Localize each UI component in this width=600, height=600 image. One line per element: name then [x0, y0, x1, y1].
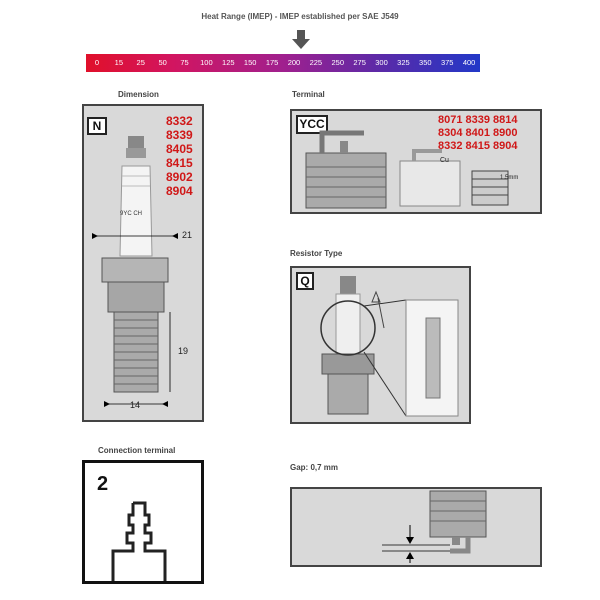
heat-scale-value: 0: [94, 58, 100, 67]
connection-code: 2: [97, 473, 109, 495]
part-number: 8902: [166, 170, 193, 184]
electrode-label: Cu: [440, 157, 449, 164]
gap-panel: [290, 487, 542, 567]
gap-size-label: 1.5mm: [500, 175, 519, 181]
heat-scale-value: 300: [375, 58, 388, 67]
part-number: 8415: [166, 156, 193, 170]
terminal-code-badge: YCC: [296, 115, 328, 134]
down-arrow-icon: [292, 30, 310, 50]
thread-length-label: 19: [178, 346, 189, 356]
electrode-illustration: [292, 111, 540, 212]
heat-scale-value: 375: [440, 58, 454, 67]
heat-scale-value: 250: [331, 58, 344, 67]
terminal-caption: Terminal: [292, 90, 325, 99]
part-number: 8332: [166, 114, 193, 128]
part-number: 8339: [166, 128, 193, 142]
heat-scale-value: 125: [222, 58, 235, 67]
heat-scale-value: 25: [136, 58, 145, 67]
heat-scale-value: 275: [353, 58, 366, 67]
gap-illustration: [292, 489, 540, 565]
spark-plug-illustration: [84, 106, 202, 420]
part-number-row: 8071 8339 8814: [438, 114, 518, 126]
heat-scale-value: 100: [200, 58, 213, 67]
resistor-plug-illustration: [292, 268, 469, 422]
heat-scale-value: 400: [462, 58, 476, 67]
resistor-caption: Resistor Type: [290, 249, 343, 258]
heat-scale-value: 150: [243, 58, 257, 67]
heat-scale-value: 15: [114, 58, 123, 67]
terminal-panel: [290, 109, 542, 214]
resistor-code-badge: Q: [296, 272, 314, 290]
heat-scale-value: 225: [309, 58, 323, 67]
heat-scale-value: 200: [287, 58, 301, 67]
connection-terminal-panel: [82, 460, 204, 584]
insulator-print: 9YC CH: [120, 211, 143, 217]
heat-scale-value: 75: [180, 58, 189, 67]
dimension-caption: Dimension: [118, 90, 159, 99]
heat-range-title: Heat Range (IMEP) - IMEP established per SAE J549: [201, 12, 399, 21]
part-number-row: 8332 8415 8904: [438, 140, 518, 152]
gap-caption: Gap: 0,7 mm: [290, 463, 339, 472]
connection-terminal-outline: [85, 463, 201, 581]
part-number: 8904: [166, 184, 193, 198]
hex-size-label: 21: [182, 230, 193, 240]
dimension-code-badge: N: [87, 117, 107, 135]
part-number-row: 8304 8401 8900: [438, 127, 518, 139]
heat-scale-value: 350: [419, 58, 432, 67]
heat-scale-value: 175: [265, 58, 279, 67]
connection-caption: Connection terminal: [98, 446, 176, 455]
part-number: 8405: [166, 142, 193, 156]
thread-diameter-label: 14: [130, 400, 141, 410]
resistor-panel: [290, 266, 471, 424]
heat-range-scale: [86, 54, 480, 72]
heat-scale-value: 50: [158, 58, 167, 67]
heat-scale-value: 325: [397, 58, 410, 67]
dimension-panel: [82, 104, 204, 422]
